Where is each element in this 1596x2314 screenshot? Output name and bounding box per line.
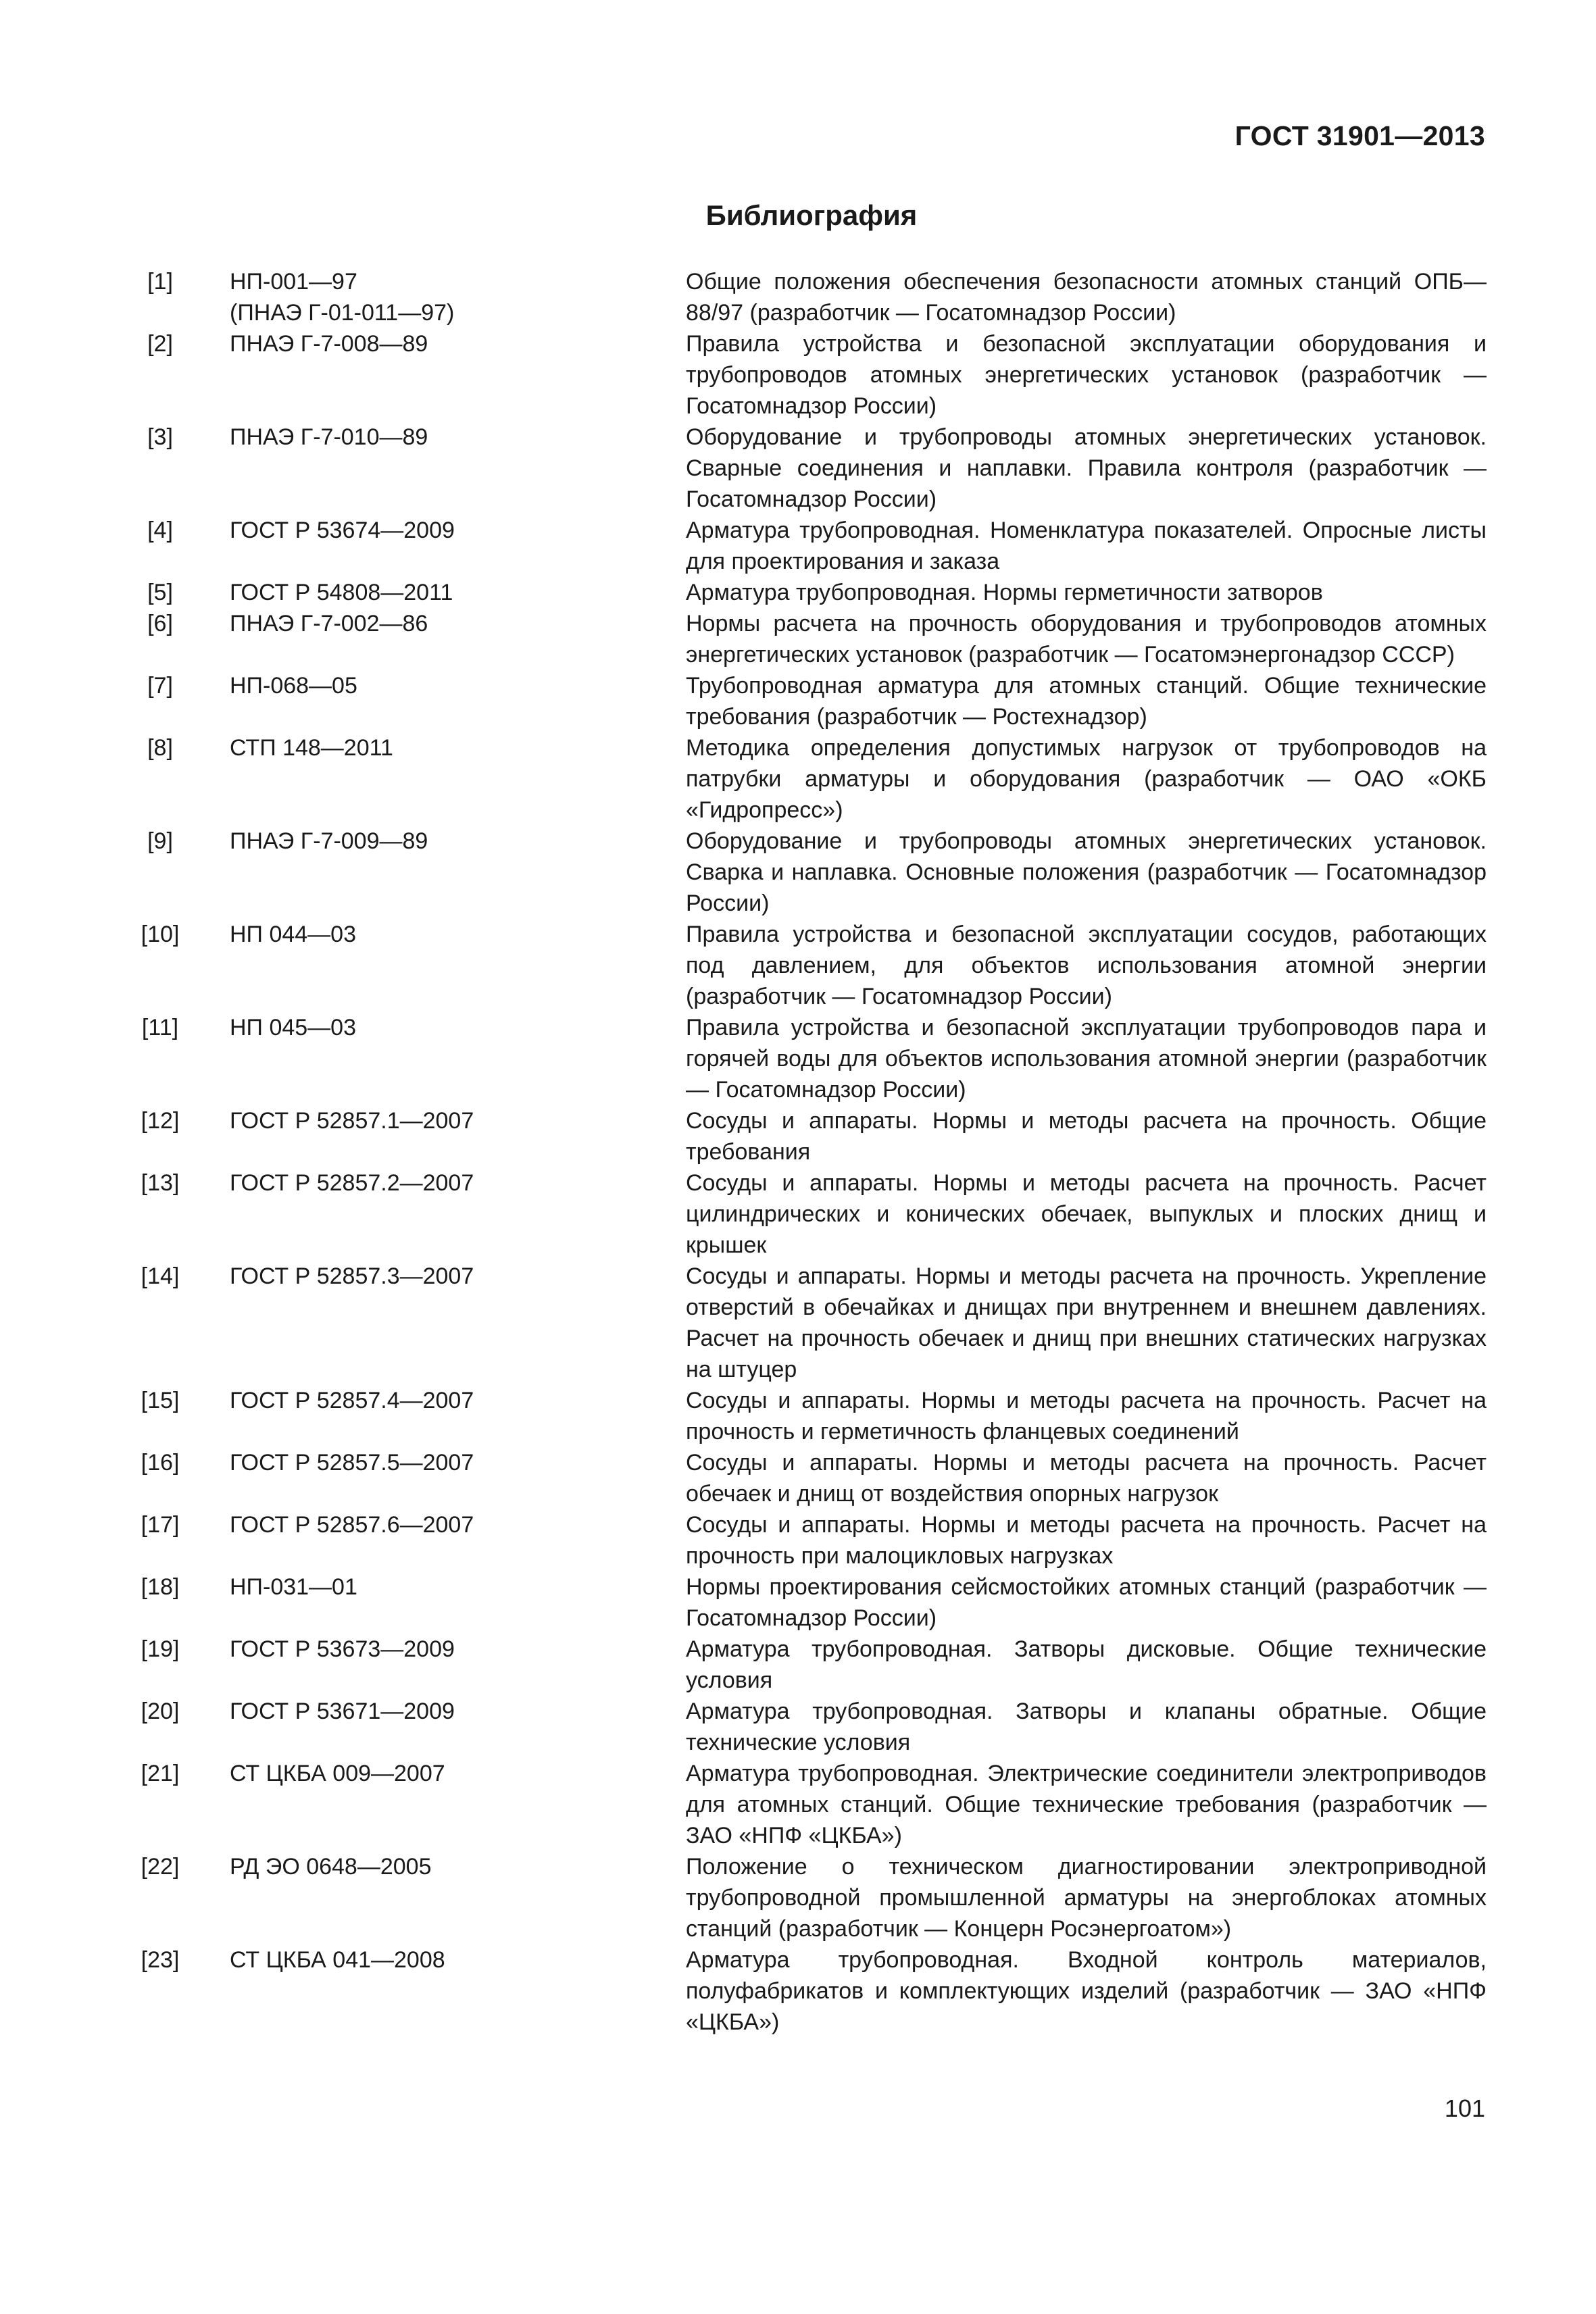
entry-number: [12]: [141, 1108, 180, 1134]
entry-document-code: СТП 148—2011: [230, 735, 393, 761]
entry-description: Сосуды и аппараты. Нормы и методы расчета на прочность. Расчет на прочность при малоцикловых нагрузках: [686, 1512, 1487, 1569]
entry-description: Арматура трубопроводная. Затворы дисковые. Общие технические условия: [686, 1636, 1487, 1693]
entry-document-code: ГОСТ Р 52857.2—2007: [230, 1170, 474, 1196]
entry-number: [23]: [141, 1947, 180, 1973]
entry-document-code: ПНАЭ Г-7-008—89: [230, 331, 428, 357]
entry-document-code: ГОСТ Р 52857.6—2007: [230, 1512, 474, 1538]
entry-document-code: ГОСТ Р 54808—2011: [230, 580, 453, 605]
entry-description: Оборудование и трубопроводы атомных энергетических установок. Сварные соединения и наплавки. Правила контроля (разработчик — Госатомнадзор России): [686, 424, 1487, 512]
bibliography-entry: [0, 608, 1596, 670]
entry-document-code: ГОСТ Р 53673—2009: [230, 1636, 455, 1662]
entry-description: Сосуды и аппараты. Нормы и методы расчета на прочность. Расчет обечаек и днищ от воздействия опорных нагрузок: [686, 1450, 1487, 1507]
entry-document-code: НП-031—01: [230, 1574, 357, 1600]
entry-description: Арматура трубопроводная. Номенклатура показателей. Опросные листы для проектирования и заказа: [686, 518, 1487, 574]
entry-number: [20]: [141, 1699, 180, 1724]
entry-number: [1]: [147, 269, 173, 295]
entry-document-code: ГОСТ Р 53671—2009: [230, 1699, 455, 1724]
entry-number: [16]: [141, 1450, 180, 1476]
entry-number: [17]: [141, 1512, 180, 1538]
bibliography-entry: [0, 1696, 1596, 1758]
page-number: 101: [1444, 2094, 1485, 2122]
entry-document-code: ГОСТ Р 53674—2009: [230, 518, 455, 543]
entry-document-code: ПНАЭ Г-7-010—89: [230, 424, 428, 450]
entry-description: Методика определения допустимых нагрузок от трубопроводов на патрубки арматуры и оборудования (разработчик — ОАО «ОКБ «Гидропресс»): [686, 735, 1487, 823]
entry-document-code: СТ ЦКБА 009—2007: [230, 1761, 445, 1786]
entry-number: [7]: [147, 673, 173, 699]
entry-description: Правила устройства и безопасной эксплуатации сосудов, работающих под давлением, для объектов использования атомной энергии (разработчик — Госатомнадзор России): [686, 922, 1487, 1009]
entry-document-code: СТ ЦКБА 041—2008: [230, 1947, 445, 1973]
entry-document-code: ПНАЭ Г-7-009—89: [230, 828, 428, 854]
entry-description: Сосуды и аппараты. Нормы и методы расчета на прочность. Общие требования: [686, 1108, 1487, 1165]
entry-document-code: ГОСТ Р 52857.4—2007: [230, 1388, 474, 1413]
bibliography-entry: [0, 515, 1596, 577]
bibliography-entry: [0, 1634, 1596, 1696]
bibliography-entry: [0, 1509, 1596, 1571]
bibliography-entry: [0, 422, 1596, 515]
entry-number: [15]: [141, 1388, 180, 1413]
entry-number: [21]: [141, 1761, 180, 1786]
bibliography-entry: [0, 577, 1596, 608]
entry-description: Положение о техническом диагностировании электроприводной трубопроводной промышленной арматуры на энергоблоках атомных станций (разработчик — Концерн Росэнергоатом»): [686, 1854, 1487, 1942]
entry-number: [10]: [141, 922, 180, 947]
entry-number: [3]: [147, 424, 173, 450]
entry-document-code: ГОСТ Р 52857.3—2007: [230, 1263, 474, 1289]
entry-document-code: ПНАЭ Г-7-002—86: [230, 611, 428, 636]
entry-description: Арматура трубопроводная. Входной контроль материалов, полуфабрикатов и комплектующих изделий (разработчик — ЗАО «НПФ «ЦКБА»): [686, 1947, 1487, 2035]
entry-number: [14]: [141, 1263, 180, 1289]
bibliography-entry: [0, 1944, 1596, 2038]
entry-number: [13]: [141, 1170, 180, 1196]
entry-document-code: НП-068—05: [230, 673, 357, 699]
entry-number: [19]: [141, 1636, 180, 1662]
entry-document-code: НП 045—03: [230, 1015, 356, 1040]
entry-document-code: ГОСТ Р 52857.5—2007: [230, 1450, 474, 1476]
bibliography-entry: [0, 1261, 1596, 1385]
bibliography-entry: [0, 1385, 1596, 1447]
entry-description: Нормы расчета на прочность оборудования и трубопроводов атомных энергетических установок (разработчик — Госатомэнергонадзор СССР): [686, 611, 1487, 668]
entry-number: [8]: [147, 735, 173, 761]
bibliography-entry: [0, 1167, 1596, 1261]
bibliography-entry: [0, 1447, 1596, 1509]
entry-description: Правила устройства и безопасной эксплуатации оборудования и трубопроводов атомных энергетических установок (разработчик — Госатомнадзор России): [686, 331, 1487, 419]
document-code-header: ГОСТ 31901—2013: [1235, 120, 1485, 151]
entry-number: [6]: [147, 611, 173, 636]
bibliography-entry: [0, 1012, 1596, 1105]
entry-number: [9]: [147, 828, 173, 854]
bibliography-entry: [0, 1571, 1596, 1634]
entry-description: Сосуды и аппараты. Нормы и методы расчета на прочность. Укрепление отверстий в обечайках и днищах при внутреннем и внешнем давлениях. Расчет на прочность обечаек и днищ при внешних статических нагрузках на штуцер: [686, 1263, 1487, 1382]
bibliography-entry: [0, 919, 1596, 1012]
entry-number: [2]: [147, 331, 173, 357]
entry-number: [11]: [141, 1015, 179, 1040]
bibliography-list: [0, 266, 1596, 2038]
entry-document-code: НП 044—03: [230, 922, 356, 947]
bibliography-entry: [0, 1105, 1596, 1167]
entry-description: Арматура трубопроводная. Электрические соединители электроприводов для атомных станций. Общие технические требования (разработчик — ЗАО «НПФ «ЦКБА»): [686, 1761, 1487, 1848]
bibliography-entry: [0, 826, 1596, 919]
entry-number: [4]: [147, 518, 173, 543]
entry-description: Оборудование и трубопроводы атомных энергетических установок. Сварка и наплавка. Основные положения (разработчик — Госатомнадзор России): [686, 828, 1487, 916]
bibliography-title: Библиография: [705, 199, 918, 231]
bibliography-entry: [0, 328, 1596, 422]
bibliography-entry: [0, 732, 1596, 826]
entry-description: Сосуды и аппараты. Нормы и методы расчета на прочность. Расчет на прочность и герметичность фланцевых соединений: [686, 1388, 1487, 1444]
entry-number: [5]: [147, 580, 173, 605]
entry-description: Арматура трубопроводная. Затворы и клапаны обратные. Общие технические условия: [686, 1699, 1487, 1755]
entry-number: [22]: [141, 1854, 180, 1880]
entry-document-code: РД ЭО 0648—2005: [230, 1854, 432, 1880]
entry-description: Сосуды и аппараты. Нормы и методы расчета на прочность. Расчет цилиндрических и конических обечаек, выпуклых и плоских днищ и крышек: [686, 1170, 1487, 1258]
entry-description: Правила устройства и безопасной эксплуатации трубопроводов пара и горячей воды для объектов использования атомной энергии (разработчик — Госатомнадзор России): [686, 1015, 1487, 1103]
bibliography-entry: [0, 266, 1596, 328]
bibliography-entry: [0, 1758, 1596, 1851]
entry-description: Общие положения обеспечения безопасности атомных станций ОПБ—88/97 (разработчик — Госатомнадзор России): [686, 269, 1487, 326]
entry-document-code: ГОСТ Р 52857.1—2007: [230, 1108, 474, 1134]
entry-number: [18]: [141, 1574, 180, 1600]
entry-description: Арматура трубопроводная. Нормы герметичности затворов: [686, 580, 1323, 605]
bibliography-entry: [0, 670, 1596, 732]
entry-description: Нормы проектирования сейсмостойких атомных станций (разработчик — Госатомнадзор России): [686, 1574, 1487, 1631]
bibliography-entry: [0, 1851, 1596, 1944]
entry-document-code: НП-001—97 (ПНАЭ Г-01-011—97): [230, 269, 455, 326]
entry-description: Трубопроводная арматура для атомных станций. Общие технические требования (разработчик — Ростехнадзор): [686, 673, 1487, 730]
